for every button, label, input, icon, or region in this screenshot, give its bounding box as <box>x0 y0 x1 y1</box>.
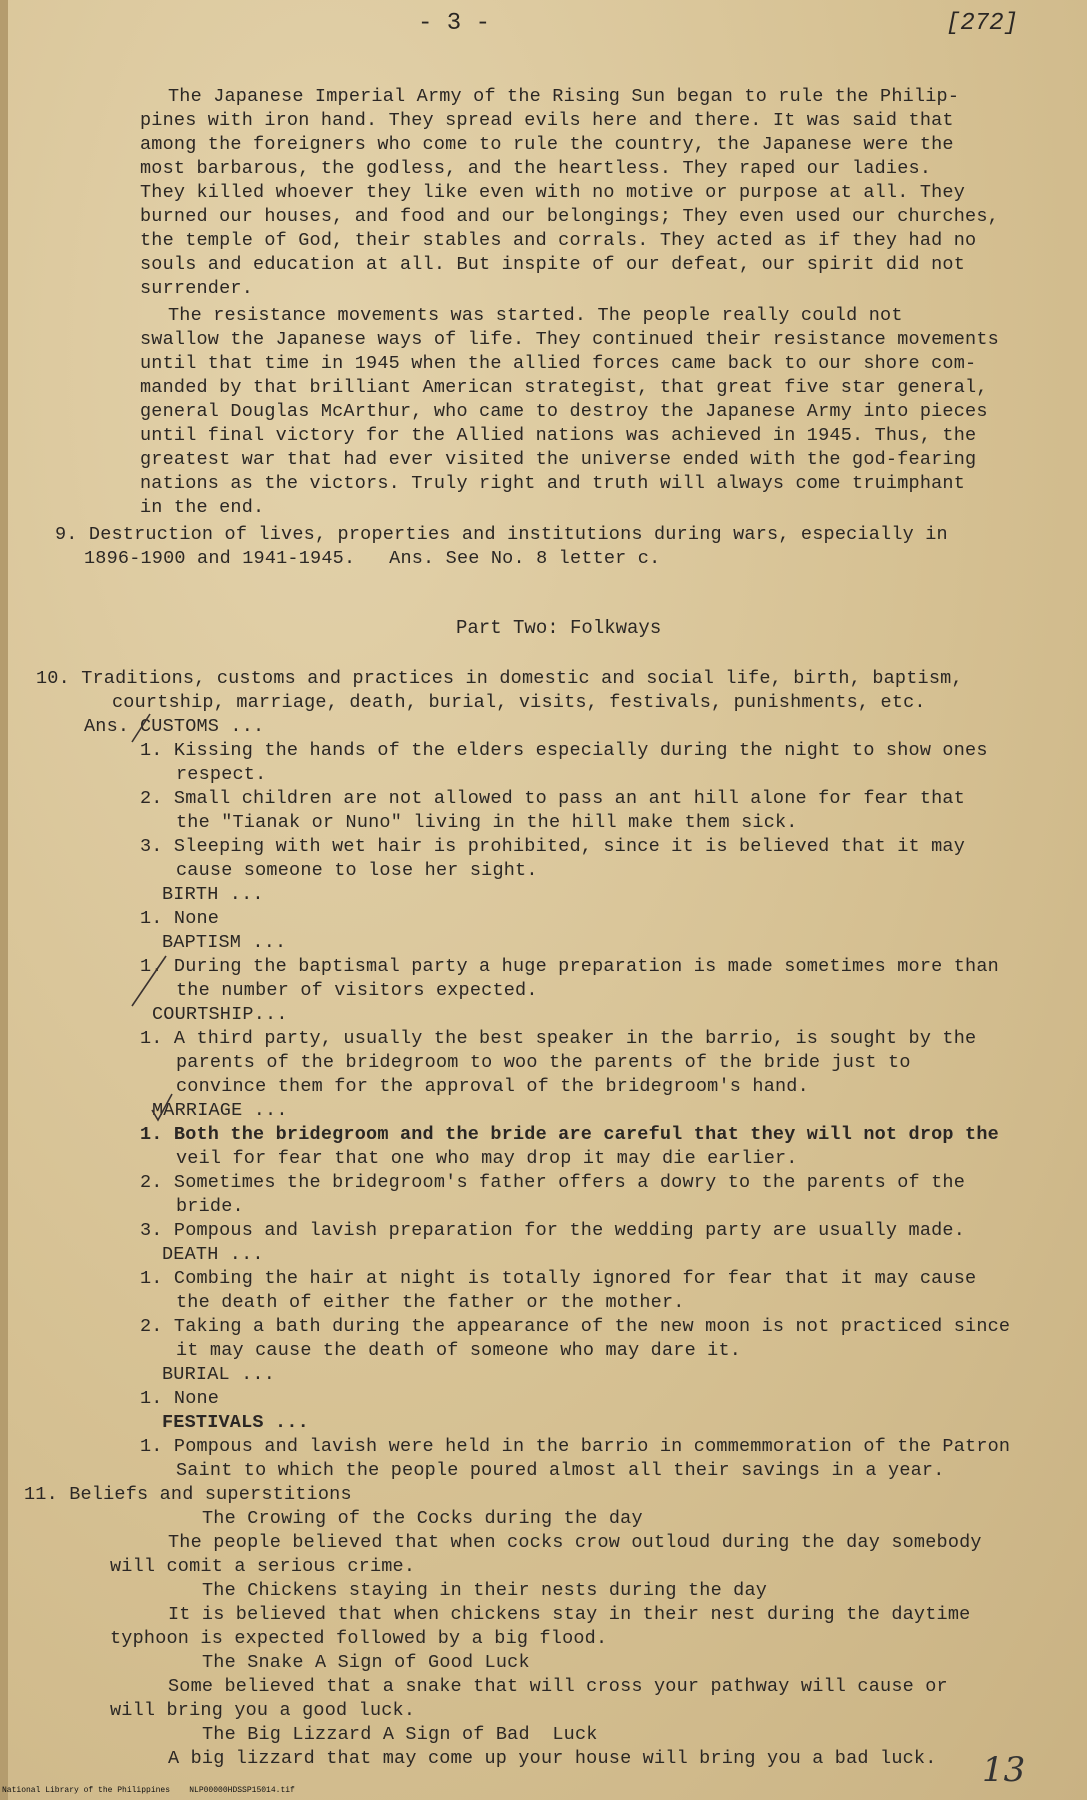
burial-heading: BURIAL ... <box>162 1364 276 1385</box>
page-number: - 3 - <box>418 10 491 37</box>
paragraph-line: The resistance movements was started. The people really could not <box>168 305 903 326</box>
paragraph-line: the temple of God, their stables and corrals. They acted as if they had no <box>140 230 977 251</box>
belief-line: typhoon is expected followed by a big flood. <box>110 1628 608 1649</box>
belief-title: The Snake A Sign of Good Luck <box>202 1652 530 1673</box>
death-heading: DEATH ... <box>162 1244 264 1265</box>
paragraph-line: among the foreigners who come to rule the country, the Japanese were the <box>140 134 954 155</box>
ans-label: Ans. <box>84 716 130 737</box>
belief-line: Some believed that a snake that will cross your pathway will cause or <box>168 1676 948 1697</box>
belief-line: A big lizzard that may come up your house will bring you a bad luck. <box>168 1748 937 1769</box>
belief-line: It is believed that when chickens stay in their nest during the daytime <box>168 1604 971 1625</box>
item-9-line: 1896-1900 and 1941-1945. Ans. See No. 8 letter c. <box>84 548 661 569</box>
paragraph-line: surrender. <box>140 278 254 299</box>
list-item-cont: Saint to which the people poured almost all their savings in a year. <box>176 1460 945 1481</box>
list-item-cont: it may cause the death of someone who may dare it. <box>176 1340 742 1361</box>
paragraph-line: They killed whoever they like even with no motive or purpose at all. They <box>140 182 966 203</box>
list-item-cont: bride. <box>176 1196 244 1217</box>
list-item-cont: convince them for the approval of the bridegroom's hand. <box>176 1076 809 1097</box>
list-item-cont: veil for fear that one who may drop it may die earlier. <box>176 1148 798 1169</box>
paper-edge <box>0 0 8 1800</box>
paragraph-line: souls and education at all. But inspite of our defeat, our spirit did not <box>140 254 966 275</box>
festivals-heading: FESTIVALS ... <box>162 1412 309 1433</box>
customs-heading: CUSTOMS ... <box>140 716 265 737</box>
belief-line: will bring you a good luck. <box>110 1700 416 1721</box>
item-11-question: 11. Beliefs and superstitions <box>24 1484 352 1505</box>
paragraph-line: until that time in 1945 when the allied forces came back to our shore com- <box>140 353 977 374</box>
list-item: 1. Both the bridegroom and the bride are careful that they will not drop the <box>140 1124 999 1145</box>
courtship-heading: COURTSHIP... <box>152 1004 288 1025</box>
pencil-slash-icon <box>126 950 176 1010</box>
list-item: 1. During the baptismal party a huge preparation is made sometimes more than <box>140 956 999 977</box>
list-item-cont: the "Tianak or Nuno" living in the hill make them sick. <box>176 812 798 833</box>
list-item-cont: respect. <box>176 764 267 785</box>
paragraph-line: greatest war that had ever visited the universe ended with the god-fearing <box>140 449 977 470</box>
list-item: 1. Kissing the hands of the elders especially during the night to show ones <box>140 740 988 761</box>
check-mark-icon <box>148 1090 178 1124</box>
paragraph-line: The Japanese Imperial Army of the Rising Sun began to rule the Philip- <box>168 86 960 107</box>
belief-title: The Chickens staying in their nests during the day <box>202 1580 768 1601</box>
list-item-cont: cause someone to lose her sight. <box>176 860 538 881</box>
paragraph-line: burned our houses, and food and our belongings; They even used our churches, <box>140 206 999 227</box>
belief-line: The people believed that when cocks crow outloud during the day somebody <box>168 1532 982 1553</box>
list-item: 1. Combing the hair at night is totally ignored for fear that it may cause <box>140 1268 977 1289</box>
paragraph-line: most barbarous, the godless, and the heartless. They raped our ladies. <box>140 158 932 179</box>
paragraph-line: manded by that brilliant American strategist, that great five star general, <box>140 377 988 398</box>
check-mark-icon <box>128 706 178 746</box>
list-item: 2. Sometimes the bridegroom's father offers a dowry to the parents of the <box>140 1172 966 1193</box>
item-9-line: 9. Destruction of lives, properties and institutions during wars, especially in <box>55 524 948 545</box>
list-item: 2. Taking a bath during the appearance of the new moon is not practiced since <box>140 1316 1011 1337</box>
part-two-heading: Part Two: Folkways <box>456 617 662 639</box>
handwritten-page-number: 13 <box>982 1750 1026 1790</box>
list-item-cont: parents of the bridegroom to woo the parents of the bride just to <box>176 1052 911 1073</box>
item-10-question: courtship, marriage, death, burial, visits, festivals, punishments, etc. <box>112 692 926 713</box>
belief-title: The Crowing of the Cocks during the day <box>202 1508 643 1529</box>
paragraph-line: swallow the Japanese ways of life. They continued their resistance movements <box>140 329 999 350</box>
list-item: 3. Sleeping with wet hair is prohibited, since it is believed that it may <box>140 836 966 857</box>
baptism-heading: BAPTISM ... <box>162 932 287 953</box>
paragraph-line: general Douglas McArthur, who came to destroy the Japanese Army into pieces <box>140 401 988 422</box>
list-item: 2. Small children are not allowed to pass an ant hill alone for fear that <box>140 788 966 809</box>
list-item: 1. None <box>140 908 220 929</box>
belief-line: will comit a serious crime. <box>110 1556 416 1577</box>
list-item: 1. None <box>140 1388 220 1409</box>
marriage-heading: MARRIAGE ... <box>152 1100 288 1121</box>
belief-title: The Big Lizzard A Sign of Bad Luck <box>202 1724 598 1745</box>
archive-footer: National Library of the Philippines NLP00000HDSSP15014.tif <box>2 1786 295 1795</box>
birth-heading: BIRTH ... <box>162 884 264 905</box>
paragraph-line: pines with iron hand. They spread evils here and there. It was said that <box>140 110 954 131</box>
archive-number: [272] <box>946 10 1019 37</box>
list-item: 1. A third party, usually the best speaker in the barrio, is sought by the <box>140 1028 977 1049</box>
list-item: 3. Pompous and lavish preparation for the wedding party are usually made. <box>140 1220 966 1241</box>
item-10-question: 10. Traditions, customs and practices in domestic and social life, birth, baptism, <box>36 668 963 689</box>
paragraph-line: in the end. <box>140 497 265 518</box>
list-item-cont: the number of visitors expected. <box>176 980 538 1001</box>
list-item: 1. Pompous and lavish were held in the barrio in commemmoration of the Patron <box>140 1436 1011 1457</box>
paragraph-line: nations as the victors. Truly right and truth will always come truimphant <box>140 473 966 494</box>
list-item-cont: the death of either the father or the mother. <box>176 1292 685 1313</box>
paragraph-line: until final victory for the Allied nations was achieved in 1945. Thus, the <box>140 425 977 446</box>
